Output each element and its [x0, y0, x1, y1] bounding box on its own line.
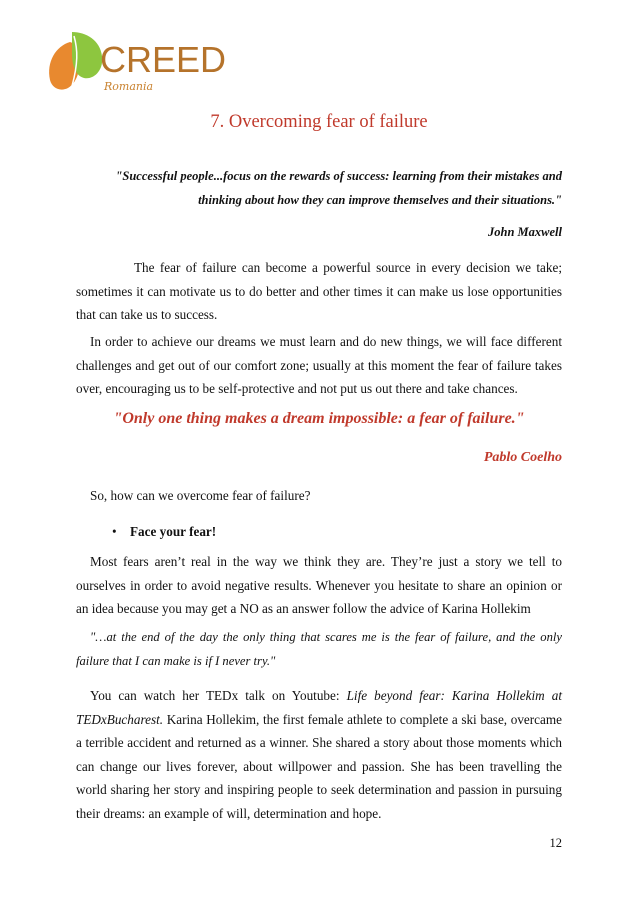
- creed-logo: [42, 28, 227, 98]
- maxwell-quote-author: John Maxwell: [488, 225, 562, 239]
- coelho-quote: "Only one thing makes a dream impossible: a fear of failure.": [113, 410, 525, 427]
- bullet-text: Face your fear!: [130, 524, 217, 539]
- maxwell-quote-line-1: "Successful people...focus on the rewards of success: learning from their mistakes and: [115, 169, 562, 183]
- bullet-dot-icon: •: [112, 524, 117, 539]
- section-title: 7. Overcoming fear of failure: [210, 112, 428, 132]
- logo-wordmark: CREED: [100, 39, 227, 80]
- bullet-item: [112, 520, 216, 544]
- paragraph-1: The fear of failure can become a powerful source in every decision we take; sometimes it can motivate us to do better and other times it can make us lose opportunities that can take us to success.: [76, 260, 562, 322]
- ted-talk-title: Life beyond fear: Karina Hollekim at TEDxBucharest.: [76, 688, 562, 727]
- paragraph-6-intro: You can watch her TEDx talk on Youtube:: [90, 688, 347, 703]
- coelho-quote-author: Pablo Coelho: [483, 450, 562, 465]
- paragraph-2: In order to achieve our dreams we must learn and do new things, we will face different challenges and get out of our comfort zone; usually at this moment the fear of failure takes over, encouraging us to be self-protective and not put us out there and take chances.: [76, 334, 562, 396]
- paragraph-6-body: Karina Hollekim, the first female athlete to complete a ski base, overcame a terrible accident and returned as a winner. She shared a story about those moments which can change our lives forever, about willpower and passion. She has been travelling the world sharing her story and inspiring people to seek determination and passion in pursuing their dreams: an example of will, determination and hope.: [76, 711, 562, 821]
- paragraph-3: So, how can we overcome fear of failure?: [90, 488, 311, 503]
- logo-subtitle: Romania: [104, 80, 154, 93]
- maxwell-quote-line-2: thinking about how they can improve themselves and their situations.": [198, 193, 562, 207]
- hollekim-quote: "…at the end of the day the only thing that scares me is the fear of failure, and the only failure that I can make is if I never try.": [76, 630, 562, 668]
- paragraph-4: Most fears aren’t real in the way we think they are. They’re just a story we tell to ourselves in order to avoid negative results. Whenever you hesitate to share an opinion or an idea because you may get a NO as an answer follow the advice of Karina Hollekim: [76, 554, 562, 616]
- maxwell-quote: [90, 164, 562, 212]
- page-number: 12: [549, 836, 562, 850]
- paragraph-6: [76, 684, 562, 825]
